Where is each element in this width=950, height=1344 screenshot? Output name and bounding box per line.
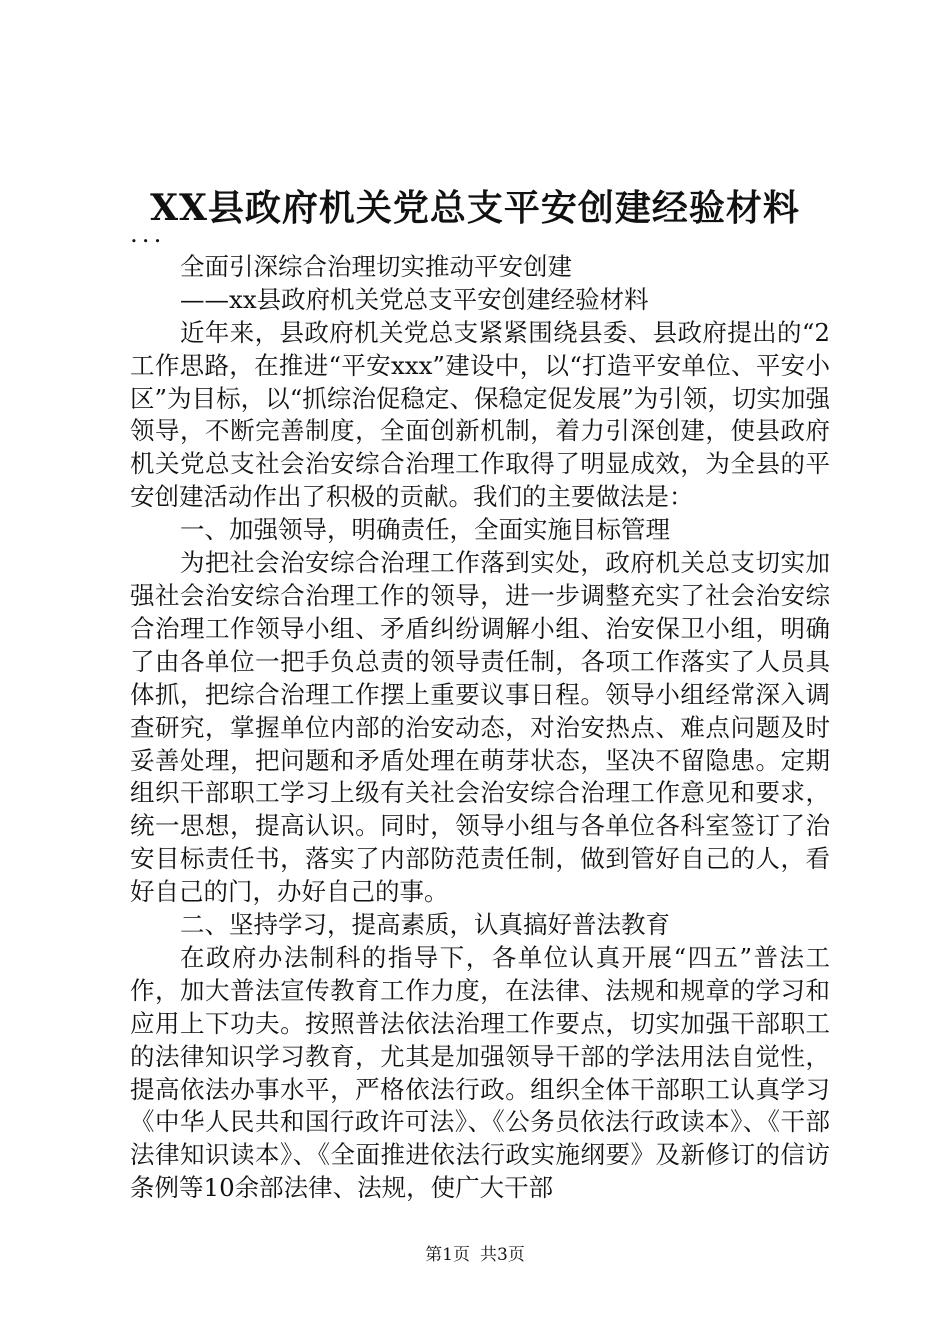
section-2-heading: 二、坚持学习，提高素质，认真搞好普法教育 xyxy=(180,910,670,940)
subtitle: 全面引深综合治理切实推动平安创建 xyxy=(180,251,572,281)
page-number: 第1页 xyxy=(425,1245,470,1265)
document-title: XX县政府机关党总支平安创建经验材料 xyxy=(150,187,800,229)
page-footer xyxy=(0,1243,950,1267)
ellipsis-line: ... xyxy=(130,219,166,248)
section-2-paragraph: 在政府办法制科的指导下，各单位认真开展“四五”普法工作，加大普法宣传教育工作力度，在法律、法规和规章的学习和应用上下功夫。按照普法依法治理工作要点，切实加强干部职工的法律知识学习教育，尤其是加强领导干部的学法用法自觉性，提高依法办事水平，严格依法行政。组织全体干部职工认真学习《中华人民共和国行政许可法》、《公务员依法行政读本》、《干部法律知识读本》、《全面推进依法行政实施纲要》及新修订的信访条例等10余部法律、法规，使广大干部 xyxy=(130,942,830,1203)
document-body xyxy=(130,218,830,1205)
intro-paragraph: 近年来，县政府机关党总支紧紧围绕县委、县政府提出的“2工作思路，在推进“平安xxx”建设中，以“打造平安单位、平安小区”为目标，以“抓综治促稳定、保稳定促发展”为引领，切实加强领导，不断完善制度，全面创新机制，着力引深创建，使县政府机关党总支社会治安综合治理工作取得了明显成效，为全县的平安创建活动作出了积极的贡献。我们的主要做法是： xyxy=(130,317,830,512)
byline: ——xx县政府机关党总支平安创建经验材料 xyxy=(180,284,649,314)
section-1-heading: 一、加强领导，明确责任，全面实施目标管理 xyxy=(180,515,670,545)
page-total: 共3页 xyxy=(480,1245,525,1265)
section-1-paragraph: 为把社会治安综合治理工作落到实处，政府机关总支切实加强社会治安综合治理工作的领导，进一步调整充实了社会治安综合治理工作领导小组、矛盾纠纷调解小组、治安保卫小组，明确了由各单位一把手负总责的领导责任制，各项工作落实了人员具体抓，把综合治理工作摆上重要议事日程。领导小组经常深入调查研究，掌握单位内部的治安动态，对治安热点、难点问题及时妥善处理，把问题和矛盾处理在萌芽状态，坚决不留隐患。定期组织干部职工学习上级有关社会治安综合治理工作意见和要求，统一思想，提高认识。同时，领导小组与各单位各科室签订了治安目标责任书，落实了内部防范责任制，做到管好自己的人，看好自己的门，办好自己的事。 xyxy=(130,548,830,907)
